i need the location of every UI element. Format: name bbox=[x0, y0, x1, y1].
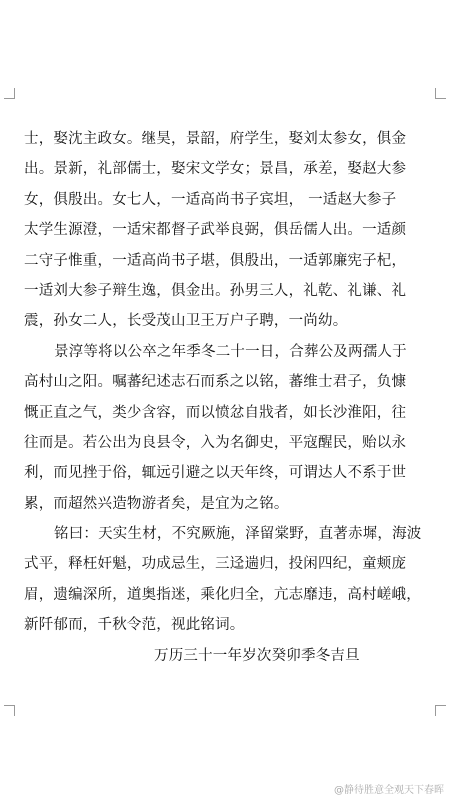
text-line: 慨正直之气，类少含容，而以愤忿自戕者，如长沙淮阳，往 bbox=[24, 404, 407, 421]
epitaph-start-line: 铭曰：天实生材，不究厥施，泽留棠野，直著赤墀，海波 bbox=[54, 526, 422, 543]
date-line: 万历三十一年岁次癸卯季冬吉旦 bbox=[154, 647, 360, 664]
text-line: 新阡郁而，千秋令范，视此铭词。 bbox=[24, 617, 245, 634]
page-corner-mark-bottom-right bbox=[435, 705, 446, 716]
text-line: 女，俱殷出。女七人，一适高尚书子宾坦， 一适赵大参子 bbox=[24, 191, 397, 208]
text-line: 出。景新，礼部儒士，娶宋文学女；景昌，承差，娶赵大参 bbox=[24, 161, 407, 178]
text-line: 利，而见挫于俗，辄远引避之以天年终，可谓达人不系于世 bbox=[24, 465, 407, 482]
text-line: 二守子惟重，一适高尚书子堪，俱殷出，一适郭廉宪子杞， bbox=[24, 252, 407, 269]
text-line: 高村山之阳。嘱蕃纪述志石而系之以铭，蕃维士君子，负慷 bbox=[24, 374, 407, 391]
page-corner-mark-top-right bbox=[435, 88, 446, 99]
text-line: 眉，遗编深所，道奥指迷，乘化归全，亢志靡违，高村嵯峨， bbox=[24, 586, 421, 603]
page-corner-mark-bottom-left bbox=[4, 705, 15, 716]
text-line: 累，而超然兴造物游者矣，是宜为之铭。 bbox=[24, 495, 289, 512]
text-line: 士，娶沈主政女。继昊，景韶，府学生，娶刘太参女，俱金 bbox=[24, 131, 407, 147]
paragraph-start-line: 景淳等将以公卒之年季冬二十一日，合葬公及两孺人于 bbox=[54, 343, 407, 360]
text-line: 震，孙女二人，长受茂山卫王万户子聘，一尚幼。 bbox=[24, 313, 348, 330]
page-corner-mark-top-left bbox=[4, 88, 15, 99]
text-line: 式平，释枉奸魁，功成忌生，三迳遄归，投闲四纪，童颊庞 bbox=[24, 556, 407, 573]
text-line: 一适刘大参子辩生逸，俱金出。孙男三人，礼乾、礼谦、礼 bbox=[24, 282, 407, 299]
text-line: 往而是。若公出为良县令，入为名御史，平寇醒民，贻以永 bbox=[24, 434, 407, 451]
text-line: 太学生源澄，一适宋都督子武举良弼，俱岳儒人出。一适颜 bbox=[24, 222, 407, 239]
watermark: @静待胜意全观天下春晖 bbox=[334, 785, 444, 796]
document-body bbox=[24, 124, 432, 671]
